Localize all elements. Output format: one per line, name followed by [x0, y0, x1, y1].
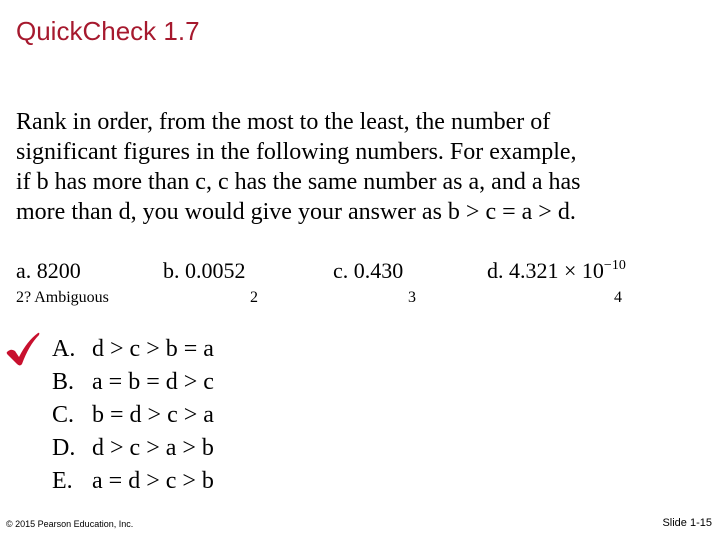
answer-choices — [52, 334, 214, 499]
checkmark-icon — [5, 331, 41, 367]
choice-letter: E. — [52, 468, 73, 494]
choice-letter: C. — [52, 402, 75, 428]
question-line: Rank in order, from the most to the least, the number of — [16, 109, 551, 135]
slide-title: QuickCheck 1.7 — [16, 16, 200, 46]
sig-figs-d: 4 — [614, 289, 622, 306]
choice-b[interactable] — [52, 367, 214, 400]
sig-figs-b: 2 — [250, 289, 258, 306]
choice-text: d > c > a > b — [92, 435, 214, 461]
choice-letter: D. — [52, 435, 76, 461]
number-b: b. 0.0052 — [163, 258, 246, 283]
choice-text: b = d > c > a — [92, 402, 214, 428]
choice-text: a = b = d > c — [92, 369, 214, 395]
choice-letter: B. — [52, 369, 75, 395]
copyright-footer: © 2015 Pearson Education, Inc. — [6, 519, 134, 529]
number-a: a. 8200 — [16, 258, 81, 283]
question-line: significant figures in the following numbers. For example, — [16, 139, 577, 165]
choice-letter: A. — [52, 336, 76, 362]
choice-text: d > c > b = a — [92, 336, 214, 362]
sig-figs-a: 2? Ambiguous — [16, 289, 109, 306]
question-line: more than d, you would give your answer as b > c = a > d. — [16, 199, 576, 225]
number-c: c. 0.430 — [333, 258, 404, 283]
slide-number: Slide 1-15 — [662, 517, 712, 529]
sig-figs-c: 3 — [408, 289, 416, 306]
choice-e[interactable] — [52, 466, 214, 499]
choice-text: a = d > c > b — [92, 468, 214, 494]
choice-d[interactable] — [52, 433, 214, 466]
question-text — [16, 107, 716, 227]
choice-a[interactable] — [52, 334, 214, 367]
question-line: if b has more than c, c has the same number as a, and a has — [16, 169, 581, 195]
number-d-exponent: −10 — [603, 258, 626, 273]
number-d — [487, 258, 626, 284]
choice-c[interactable] — [52, 400, 214, 433]
number-d-base: d. 4.321 × 10 — [487, 258, 604, 283]
